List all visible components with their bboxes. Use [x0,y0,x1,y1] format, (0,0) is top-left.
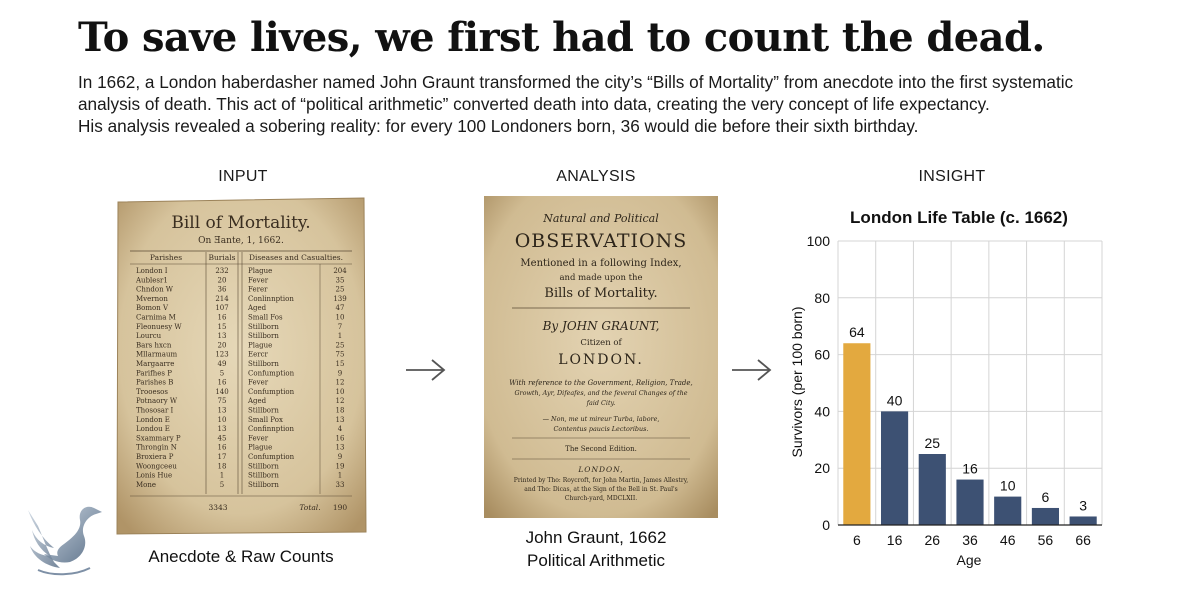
headline: To save lives, we first had to count the dead. [78,14,1045,61]
chart-x-tick-label: 56 [1037,532,1054,548]
bill-burials: 123 [215,350,229,359]
bill-disease: Stillborn [248,480,279,489]
bill-burials: 20 [217,341,227,350]
bill-casualties: 10 [335,313,345,322]
bill-burials: 45 [217,434,227,443]
bill-total-burials: 3343 [208,503,228,512]
analysis-caption [466,526,726,572]
bill-burials: 75 [217,397,227,406]
bill-of-mortality-document [114,196,368,536]
bill-parish: London E [136,415,170,424]
bill-disease: Fever [248,378,269,387]
chart-y-tick-label: 20 [814,460,830,477]
bill-header-parishes: Parishes [149,253,183,262]
chart-data-label: 10 [999,477,1016,494]
bill-burials: 17 [217,453,227,461]
book-line-16: Printed by Tho: Roycroft, for John Martin, James Allestry, [513,477,689,484]
bill-casualties: 25 [335,285,345,294]
chart-data-label: 16 [962,460,978,477]
chart-data-label: 64 [849,324,865,341]
book-line-12: — Non, me ut mireur Turba, labore, [542,415,660,423]
bill-date: On Ǝante, 1, 1662. [198,236,284,246]
bill-disease: Confinnption [248,425,295,434]
bill-header-diseases: Diseases and Casualties. [248,253,344,262]
bill-casualties: 139 [333,294,347,303]
bill-parish: Mvernon [136,294,168,303]
bill-parish: Londou E [136,425,170,434]
bill-parish: Parishes B [136,378,174,387]
bill-burials: 5 [219,369,225,378]
bill-parish: Throngin N [136,443,177,452]
chart-data-label: 40 [886,392,903,409]
bill-burials: 15 [217,322,227,331]
bill-parish: Carnima M [136,313,176,322]
insight-label: INSIGHT [918,168,986,185]
book-line-8: LONDON. [558,352,644,368]
bill-burials: 13 [217,425,227,434]
bill-casualties: 25 [335,341,345,350]
chart-bar [881,411,908,525]
chart-data-label: 25 [924,435,941,451]
chart-x-axis-label: Age [956,552,982,568]
book-line-13: Contentus paucis Lectoribus. [553,425,649,433]
input-label: INPUT [218,168,268,185]
bill-burials: 13 [217,332,227,341]
right-arrow-icon [404,357,448,383]
bill-parish: Fleonuesy W [136,322,182,331]
chart-x-tick-label: 66 [1075,532,1091,548]
bill-burials: 13 [217,406,227,415]
analysis-label: ANALYSIS [556,168,636,185]
observations-title-page [484,196,718,518]
book-line-9: With reference to the Government, Religion, Trade, [509,379,693,387]
book-line-15: LONDON, [578,465,624,474]
bill-disease: Confumption [248,387,295,396]
bill-parish: Trooesos [136,387,168,396]
bill-burials: 1 [219,471,225,480]
analysis-caption-line-2: Political Arithmetic [527,551,665,570]
bill-disease: Aged [248,397,267,406]
bill-casualties: 16 [335,434,345,443]
bill-burials: 16 [217,378,227,387]
right-arrow-icon [730,357,774,383]
chart-data-label: 3 [1079,497,1088,514]
bill-burials: 16 [217,443,227,452]
chart-bar [956,480,983,525]
book-line-5: Bills of Mortality. [544,286,658,301]
bill-disease: Aged [248,304,267,313]
bill-disease: Confumption [248,453,295,461]
bill-parish: Thososar I [136,406,174,415]
bill-burials: 18 [217,462,227,471]
bill-parish: Broxiera P [136,453,174,461]
bill-casualties: 75 [335,350,345,359]
bill-disease: Plague [248,341,273,350]
bill-casualties: 204 [333,267,347,275]
bill-burials: 36 [217,285,227,294]
bill-disease: Confumption [248,369,295,378]
swan-logo-icon [24,500,106,580]
bill-casualties: 1 [337,332,343,341]
book-line-3: Mentioned in a following Index, [520,258,682,269]
book-line-7: Citizen of [580,338,622,348]
intro-line-2: analysis of death. This act of “political arithmetic” converted death into data, creating the very concept of life expectancy. [78,94,990,114]
bill-header-burials: Burials [208,253,236,262]
intro-line-3: His analysis revealed a sobering reality: for every 100 Londoners born, 36 would die before their sixth birthday. [78,116,919,136]
book-line-2: OBSERVATIONS [514,230,688,252]
bill-parish: Mllarmaum [136,350,178,359]
bill-casualties: 4 [337,425,343,434]
bill-parish: Woongceeu [136,462,177,471]
input-caption: Anecdote & Raw Counts [148,547,334,566]
bill-parish: Aublesr1 [136,276,168,285]
chart-y-axis-label: Survivors (per 100 born) [789,306,805,458]
bill-disease: Stillborn [248,471,279,480]
chart-bar [1032,508,1059,525]
bill-burials: 107 [215,304,229,313]
chart-x-tick-label: 36 [962,532,978,548]
bill-casualties: 47 [335,304,345,313]
bill-disease: Stillborn [248,360,279,368]
bill-total-value: 190 [332,503,348,512]
book-line-10: Growth, Ayr, Difeafes, and the feveral Changes of the [514,389,688,397]
bill-casualties: 9 [337,369,343,378]
bill-disease: Fever [248,276,269,285]
bill-burials: 49 [217,360,227,368]
bill-casualties: 9 [337,453,343,461]
book-line-6: By JOHN GRAUNT, [542,319,660,333]
bill-disease: Small Fos [248,313,283,322]
chart-bar [843,343,870,525]
bill-casualties: 15 [335,360,345,368]
bill-casualties: 33 [335,480,345,489]
life-table-chart [770,200,1130,572]
book-line-11: faid City. [586,399,616,407]
chart-y-tick-label: 100 [806,233,830,249]
bill-title: Bill of Mortality. [171,213,311,233]
bill-burials: 10 [217,415,227,424]
chart-x-tick-label: 26 [924,532,941,548]
bill-parish: Chndon W [136,285,173,294]
bill-disease: Stillborn [248,322,279,331]
bill-parish: Potnaory W [136,397,178,406]
bill-parish: London I [136,267,168,275]
chart-bar [994,497,1021,525]
bill-casualties: 12 [335,378,345,387]
bill-casualties: 35 [335,276,345,285]
bill-parish: Lourcu [136,332,162,341]
bill-disease: Stillborn [248,406,279,415]
intro-line-1: In 1662, a London haberdasher named John Graunt transformed the city’s “Bills of Mortality” from anecdote into the first systematic [78,72,1074,92]
bill-parish: Parifhes P [136,369,172,378]
chart-y-tick-label: 80 [814,289,830,306]
bill-disease: Conlinnption [248,294,294,303]
bill-casualties: 12 [335,397,345,406]
bill-casualties: 13 [335,443,345,452]
bill-burials: 16 [217,313,227,322]
book-line-17: and Tho: Dicas, at the Sign of the Bell in St. Paul's [524,486,678,493]
bill-parish: Mone [136,480,157,489]
bill-disease: Stillborn [248,462,279,471]
chart-bar [1070,516,1097,525]
bill-burials: 140 [215,387,229,396]
chart-title: London Life Table (c. 1662) [850,208,1068,227]
chart-x-tick-label: 6 [852,532,861,548]
bill-burials: 20 [217,276,227,285]
book-line-14: The Second Edition. [565,445,637,453]
chart-data-label: 6 [1041,488,1050,505]
bill-casualties: 19 [335,462,345,471]
bill-parish: Lonis Hue [136,471,173,480]
bill-burials: 232 [215,267,229,275]
chart-y-tick-label: 0 [822,517,830,533]
analysis-caption-line-1: John Graunt, 1662 [525,528,667,547]
bill-parish: Margaarre [136,360,175,368]
bill-disease: Small Pox [248,415,283,424]
chart-bar [919,454,946,525]
book-line-4: and made upon the [559,273,643,283]
bill-total-label: Total. [299,503,321,512]
bill-parish: Bars hxcn [136,341,172,350]
bill-disease: Stillborn [248,332,279,341]
bill-parish: Sxammary P [136,434,181,443]
book-line-18: Church-yard, MDCLXII. [564,495,638,502]
bill-casualties: 13 [335,415,345,424]
bill-casualties: 10 [335,387,345,396]
bill-parish: Bomon V [136,304,168,313]
intro-paragraph [78,71,1158,137]
bill-disease: Ferer [248,285,268,294]
book-line-1: Natural and Political [543,212,659,225]
bill-casualties: 7 [337,322,343,331]
bill-disease: Plague [248,443,273,452]
chart-y-tick-label: 40 [814,403,830,420]
bill-disease: Eercr [248,350,268,359]
bill-casualties: 1 [337,471,343,480]
bill-disease: Fever [248,434,269,443]
chart-x-tick-label: 46 [999,532,1016,548]
bill-disease: Plague [248,267,273,275]
bill-casualties: 18 [335,406,345,415]
bill-burials: 214 [215,294,229,303]
chart-y-tick-label: 60 [814,346,830,363]
bill-burials: 5 [219,480,225,489]
chart-x-tick-label: 16 [886,532,903,548]
